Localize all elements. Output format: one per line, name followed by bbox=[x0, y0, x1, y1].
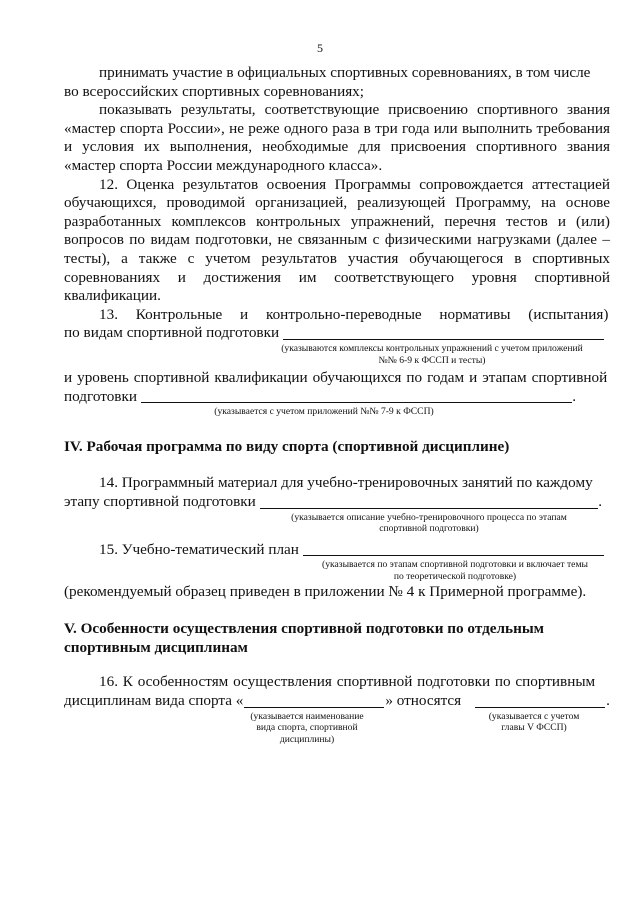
note-sport-name-line-1: (указывается наименование bbox=[250, 710, 364, 722]
paragraph-7-line-1 bbox=[64, 541, 610, 560]
paragraph-2: показывать результаты, соответствующие присвоению спортивного звания «мастер спорта России», не реже одного раза в три года или выполнить требования и условия их выполнения, необходимые для присвоения спортивного звания «мастер спорта России международного класса». bbox=[64, 101, 610, 174]
fill-line-control-norms bbox=[283, 325, 604, 340]
paragraph-7-line-2: (рекомендуемый образец приведен в приложении № 4 к Примерной программе). bbox=[64, 582, 587, 600]
note-control-norms bbox=[254, 343, 610, 366]
note-control-norms-line-1: (указываются комплексы контрольных упражнений с учетом приложений bbox=[281, 342, 583, 354]
paragraph-8-line-1: 16. К особенностям осуществления спортивной подготовки по спортивным bbox=[99, 673, 596, 691]
fill-line-sport-name bbox=[244, 695, 384, 708]
section-heading-4: IV. Рабочая программа по виду спорта (спортивной дисциплине) bbox=[64, 437, 510, 455]
section-heading-5-line-2: спортивным дисциплинам bbox=[64, 638, 248, 656]
note-features-line-1: (указывается с учетом bbox=[488, 710, 580, 722]
paragraph-6-end: . bbox=[598, 493, 602, 511]
note-control-norms-line-2: №№ 6-9 к ФССП и тесты) bbox=[378, 354, 486, 366]
note-thematic-plan-line-1: (указывается по этапам спортивной подготовки и включает темы bbox=[322, 559, 588, 571]
paragraph-7-text: 15. Учебно-тематический план bbox=[99, 540, 299, 558]
note-qualification bbox=[134, 406, 514, 418]
notes-row-features bbox=[64, 711, 610, 751]
note-sport-name-line-2: вида спорта, спортивной bbox=[256, 722, 358, 734]
paragraph-1-line-2: во всероссийских спортивных соревнованиях; bbox=[64, 82, 364, 100]
paragraph-4-line-2 bbox=[64, 324, 610, 343]
note-program-material bbox=[264, 512, 594, 535]
document-body bbox=[64, 64, 610, 751]
paragraph-5-text: подготовки bbox=[64, 387, 137, 405]
fill-line-qualification bbox=[141, 388, 572, 403]
fill-line-program-material bbox=[260, 494, 598, 509]
fill-line-features bbox=[475, 695, 605, 708]
fill-line-thematic-plan bbox=[303, 541, 604, 556]
paragraph-8-text-b: » относятся bbox=[385, 692, 462, 709]
note-sport-name-line-3: дисциплины) bbox=[279, 733, 335, 745]
paragraph-5-line-1: и уровень спортивной квалификации обучающихся по годам и этапам спортивной bbox=[64, 369, 608, 387]
paragraph-8-text-a: дисциплинам вида спорта « bbox=[64, 692, 244, 709]
note-qualification-text: (указывается с учетом приложений №№ 7-9 к ФССП) bbox=[214, 406, 434, 418]
paragraph-8-line-2 bbox=[64, 692, 610, 711]
paragraph-3: 12. Оценка результатов освоения Программы сопровождается аттестацией обучающихся, проводимой организацией, реализующей Программу, на основе разработанных комплексов контрольных упражнений, перечня тестов и (или) вопросов по видам подготовки, не связанным с физическими нагрузками (далее – тесты), а также с учетом результатов участия обучающегося в спортивных соревнованиях и достижения им соответствующего уровня спортивной квалификации. bbox=[64, 175, 610, 305]
note-sport-name bbox=[232, 711, 382, 746]
paragraph-6-text: этапу спортивной подготовки bbox=[64, 493, 256, 511]
paragraph-5-end: . bbox=[572, 387, 576, 405]
paragraph-4-line-1: 13. Контрольные и контрольно-переводные нормативы (испытания) bbox=[99, 305, 609, 323]
paragraph-6-line-1: 14. Программный материал для учебно-тренировочных занятий по каждому bbox=[99, 474, 593, 492]
paragraph-1-line-1: принимать участие в официальных спортивных соревнованиях, в том числе bbox=[99, 64, 591, 81]
note-features bbox=[474, 711, 594, 734]
paragraph-4-text: по видам спортивной подготовки bbox=[64, 324, 280, 342]
note-thematic-plan bbox=[300, 559, 610, 582]
note-program-material-line-2: спортивной подготовки) bbox=[379, 523, 479, 535]
page-number: 5 bbox=[317, 41, 323, 55]
section-heading-5-line-1: V. Особенности осуществления спортивной подготовки по отдельным bbox=[64, 620, 545, 638]
note-features-line-2: главы V ФССП) bbox=[501, 722, 567, 734]
note-thematic-plan-line-2: по теоретической подготовке) bbox=[393, 571, 517, 583]
paragraph-6-line-2 bbox=[64, 493, 610, 512]
note-program-material-line-1: (указывается описание учебно-тренировочного процесса по этапам bbox=[291, 511, 567, 523]
paragraph-8-end: . bbox=[606, 692, 610, 709]
paragraph-5-line-2 bbox=[64, 388, 610, 407]
